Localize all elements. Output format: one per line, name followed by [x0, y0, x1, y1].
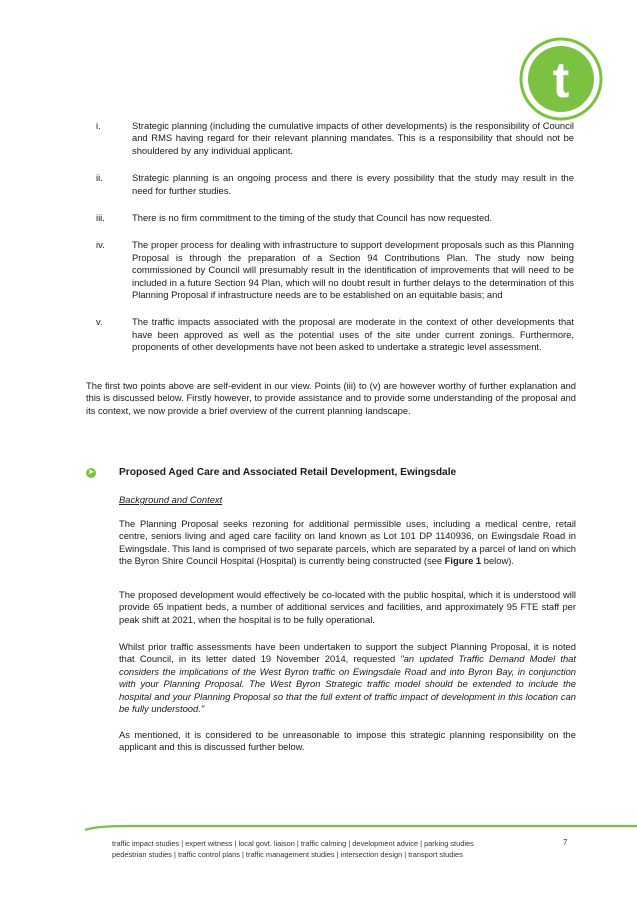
council-quote: "an updated Traffic Demand Model that considers the implications of the West Byron traffic on Ewingsdale Road and into Byron Bay, in conjunction with your Planning Proposal. The West Byron Strategic traffic model should be extended to include the hospital and your Planning Proposal so that the full extent of traffic impact of development in this location can be fully understood.": [119, 653, 576, 715]
arrow-bullet-icon: ➤: [86, 468, 96, 478]
section-heading-text: Proposed Aged Care and Associated Retail Development, Ewingsdale: [119, 467, 457, 478]
list-item-text: The proper process for dealing with infrastructure to support development proposals such as this Planning Proposal is through the preparation of a Section 94 Contributions Plan. The study now being commissioned by Council will presumably result in the identification of improvements that will need to be included in a future Section 94 Plan, which will no doubt result in further delays to the determination of this Planning Proposal if infrastructure needs are to be established on an equitable basis; and: [132, 239, 574, 301]
list-item-text: There is no firm commitment to the timing of the study that Council has now requested.: [132, 212, 493, 224]
logo-letter: t: [552, 52, 570, 108]
numbered-list: [96, 120, 574, 354]
company-logo: [518, 36, 604, 122]
list-item-text: Strategic planning is an ongoing process and there is every possibility that the study may result in the need for further studies.: [132, 172, 574, 196]
list-item: [96, 212, 574, 224]
footer-line-1: traffic impact studies | expert witness | local govt. liaison | traffic calming | development advice | parking studies: [112, 839, 474, 848]
list-item: [96, 316, 574, 353]
list-item-number: v.: [96, 316, 103, 328]
paragraph-text: The Planning Proposal seeks rezoning for additional permissible uses, including a medical centre, retail centre, seniors living and aged care facility on land known as Lot 101 DP 1140936, on Ewingsdale Road in Ewingsdale. This land is comprised of two separate parcels, which are separated by a parcel of land on which the Byron Shire Council Hospital (Hospital) is currently being constructed (see: [119, 518, 576, 567]
intro-paragraph: The first two points above are self-evident in our view. Points (iii) to (v) are however worthy of further explanation and this is discussed below. Firstly however, to provide assistance and to provide some understanding of the proposal and its context, we now provide a brief overview of the current planning landscape.: [86, 380, 576, 416]
figure-reference: Figure 1: [444, 555, 482, 567]
paragraph-background: [119, 518, 576, 568]
paragraph-text: Whilst prior traffic assessments have been undertaken to support the subject Planning Proposal, it is noted that Council, in its letter dated 19 November 2014, requested: [119, 641, 576, 665]
section-heading: [86, 465, 576, 481]
footer-line-2: pedestrian studies | traffic control plans | traffic management studies | intersection design | transport studies: [112, 850, 463, 859]
list-item: [96, 239, 574, 301]
list-item-text: The traffic impacts associated with the proposal are moderate in the context of other developments that have been approved as well as the potential uses of the site under current zonings. Furthermore, proponents of other developments have not been asked to undertake a strategic level assessment.: [132, 316, 574, 353]
list-item-text: Strategic planning (including the cumulative impacts of other developments) is the responsibility of Council and RMS having regard for their relevant planning mandates. This is a responsibility that should not be shouldered by any individual applicant.: [132, 120, 574, 156]
section-subheading: Background and Context: [119, 494, 223, 505]
footer-services: [112, 838, 542, 860]
list-item-number: ii.: [96, 172, 103, 184]
page-number: 7: [563, 838, 568, 847]
paragraph-hospital: The proposed development would effectively be co-located with the public hospital, which it is understood will provide 65 inpatient beds, a number of additional services and facilities, and approximately 95 FTE staff per peak shift at 2021, when the hospital is to be fully operational.: [119, 589, 576, 625]
list-item-number: i.: [96, 120, 101, 131]
list-item: [96, 120, 574, 157]
paragraph-council-request: [119, 641, 576, 715]
list-item: [96, 172, 574, 197]
list-item-number: iii.: [96, 212, 105, 224]
logo-circle-icon: [518, 36, 604, 122]
paragraph-text: below).: [481, 555, 514, 567]
list-item-number: iv.: [96, 239, 105, 251]
paragraph-conclusion: As mentioned, it is considered to be unreasonable to impose this strategic planning responsibility on the applicant and this is discussed further below.: [119, 729, 576, 753]
